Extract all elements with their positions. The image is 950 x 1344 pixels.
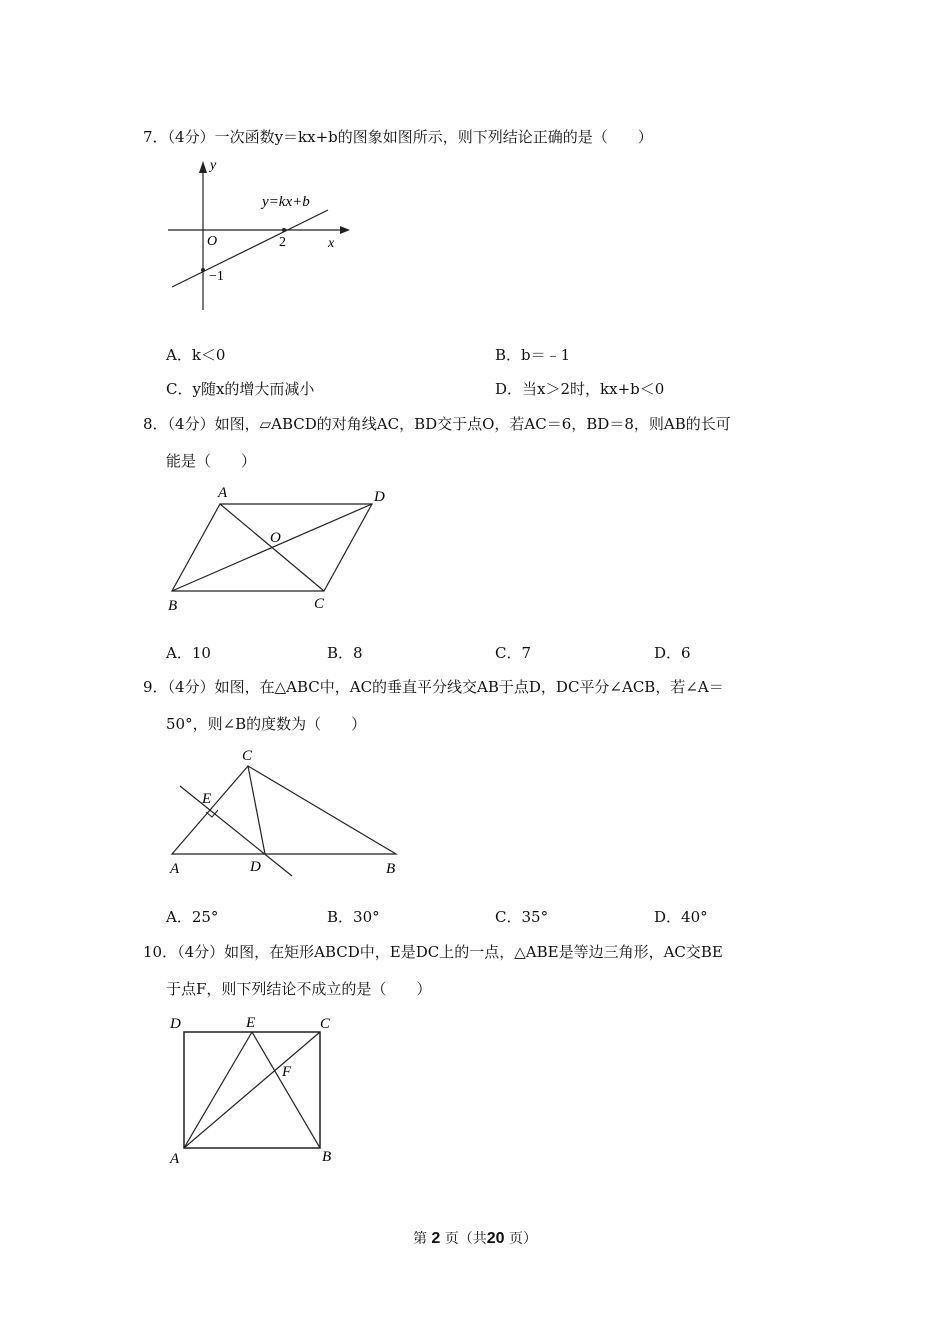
footer-page-number: 2: [431, 1230, 441, 1247]
q10-label-a: A: [170, 1151, 180, 1167]
q9-option-d: D．40°: [654, 908, 708, 926]
q8-label-c: C: [314, 596, 325, 612]
q8-figure: [160, 480, 400, 615]
q9-option-a: A．25°: [166, 908, 219, 926]
q9-option-b: B．30°: [327, 908, 380, 926]
footer-total-pages: 20: [486, 1230, 505, 1247]
q7-y-intercept-label: −1: [209, 269, 224, 284]
q7-x-label: x: [328, 236, 335, 251]
q8-option-c: C．7: [495, 644, 532, 662]
q10-figure: [160, 1010, 350, 1170]
q8-stem-line2: 能是（ ）: [166, 452, 257, 470]
q9-triangle: [172, 766, 396, 854]
q7-line: [172, 210, 328, 287]
q8-stem-line1: 8．（4分）如图，▱ABCD的对角线AC，BD交于点O，若AC＝6，BD＝8，则AB的长可: [143, 415, 731, 433]
q9-label-e: E: [202, 791, 212, 807]
q10-label-c: C: [320, 1016, 331, 1032]
q9-perpendicular-bisector: [180, 786, 292, 876]
q7-y-label: y: [210, 158, 217, 173]
q10-label-f: F: [282, 1064, 292, 1080]
q7-stem: 7．（4分）一次函数y＝kx+b的图象如图所示，则下列结论正确的是（ ）: [143, 128, 653, 146]
q9-stem-line1: 9．（4分）如图，在△ABC中，AC的垂直平分线交AB于点D，DC平分∠ACB，若∠A＝: [143, 678, 724, 696]
q7-option-c: C．y随x的增大而减小: [166, 380, 315, 398]
q8-label-a: A: [218, 485, 228, 501]
q8-label-b: B: [168, 598, 178, 614]
q8-label-o: O: [270, 530, 281, 546]
footer-prefix: 第: [412, 1231, 427, 1247]
q9-label-a: A: [170, 861, 180, 877]
q9-segment-cd: [248, 766, 265, 854]
q9-label-c: C: [242, 748, 253, 764]
q7-origin-label: O: [207, 234, 218, 249]
footer-suffix: 页）: [509, 1231, 538, 1247]
q9-label-d: D: [250, 859, 261, 875]
q9-figure: [160, 742, 410, 882]
q10-label-b: B: [322, 1149, 332, 1165]
q8-label-d: D: [374, 489, 385, 505]
q7-figure: [160, 155, 360, 315]
q9-label-b: B: [386, 861, 396, 877]
page-footer: [0, 1228, 950, 1248]
q7-x-intercept-label: 2: [279, 235, 286, 250]
q10-segment-ae: [184, 1032, 252, 1148]
q8-option-b: B．8: [327, 644, 363, 662]
q8-option-a: A．10: [166, 644, 211, 662]
q8-diagonal-bd: [172, 504, 372, 591]
q10-segment-be: [252, 1032, 320, 1148]
footer-middle: 页（共: [444, 1231, 487, 1247]
q8-option-d: D．6: [654, 644, 691, 662]
q9-stem-line2: 50°，则∠B的度数为（ ）: [166, 715, 367, 733]
q7-option-b: B．b＝﹣1: [495, 346, 571, 364]
q10-stem-line1: 10．（4分）如图，在矩形ABCD中，E是DC上的一点，△ABE是等边三角形，AC交BE: [143, 943, 723, 961]
q9-option-c: C．35°: [495, 908, 549, 926]
q7-option-d: D．当x＞2时，kx+b＜0: [495, 380, 665, 398]
q10-label-e: E: [246, 1015, 256, 1031]
q10-label-d: D: [170, 1016, 181, 1032]
q7-option-a: A．k＜0: [166, 346, 226, 364]
q10-segment-ac: [184, 1032, 320, 1148]
q7-line-label: y=kx+b: [262, 194, 310, 210]
q10-stem-line2: 于点F，则下列结论不成立的是（ ）: [166, 980, 432, 998]
